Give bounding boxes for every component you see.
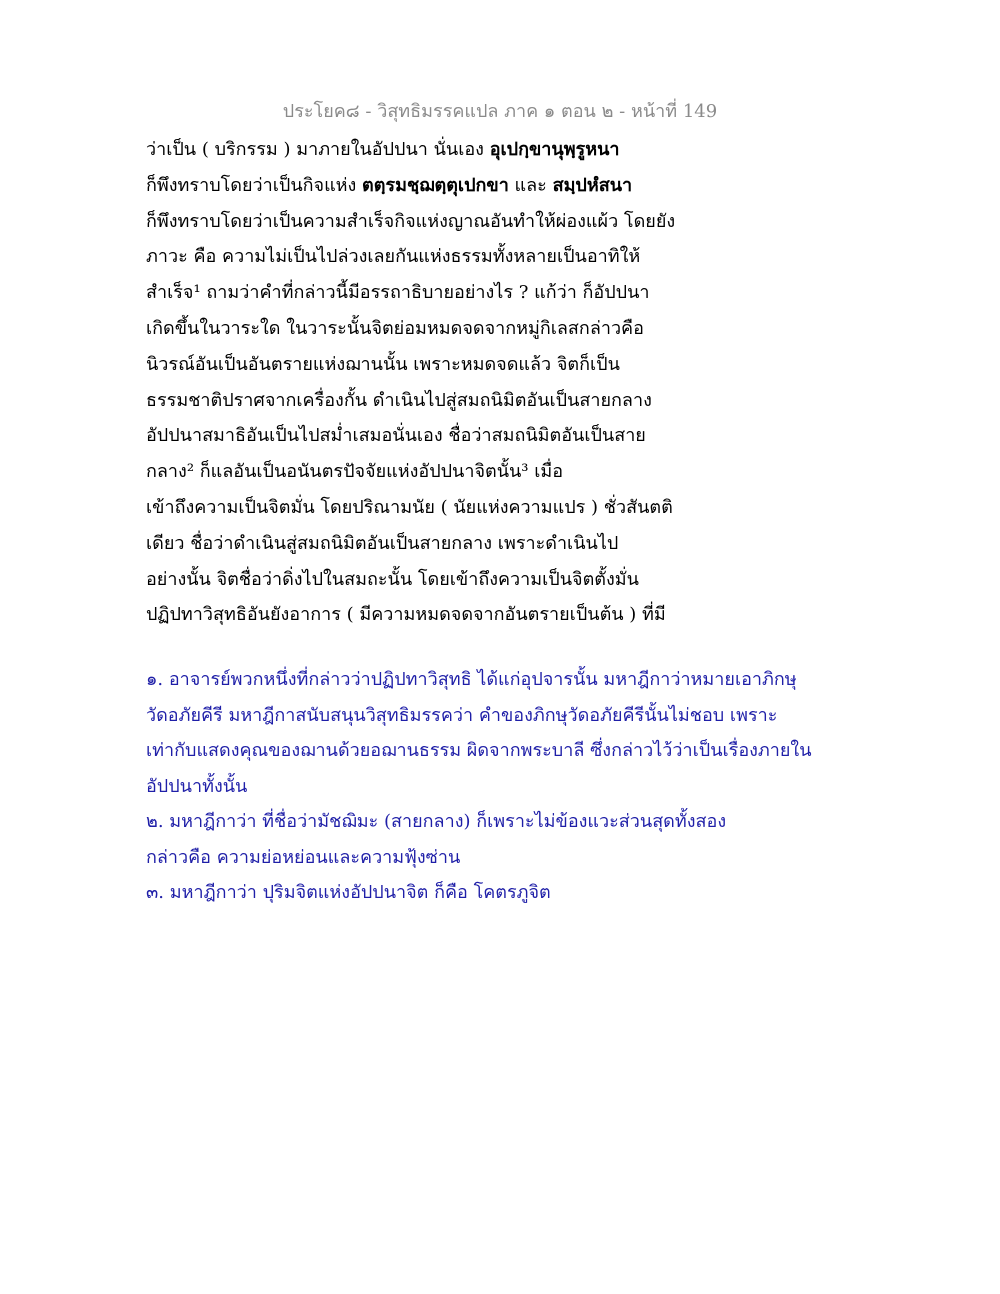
bold-term: ตตฺรมชฺฌตฺตุเปกขา	[362, 174, 509, 196]
text-line-1: ว่าเป็น ( บริกรรม ) มาภายในอัปปนา นั่นเอง อุเปกฺขานุพฺรูหนา	[146, 139, 620, 160]
text-line-5: สำเร็จ¹ ถามว่าคำที่กล่าวนี้มีอรรถาธิบายอย่างไร ? แก้ว่า ก็อัปปนา	[146, 282, 650, 304]
text-line-10: กลาง² ก็แลอันเป็นอนันตรปัจจัยแห่งอัปปนาจิตนั้น³ เมื่อ	[146, 461, 564, 483]
bold-term: สมฺปหํสนา	[552, 174, 633, 196]
text-line-7: นิวรณ์อันเป็นอันตรายแห่งฌานนั้น เพราะหมดจดแล้ว จิตก็เป็น	[146, 353, 620, 375]
text-line-12: เดียว ชื่อว่าดำเนินสู่สมถนิมิตอันเป็นสายกลาง เพราะดำเนินไป	[146, 532, 619, 554]
footnote-line: วัดอภัยคีรี มหาฎีกาสนับสนุนวิสุทธิมรรคว่า คำของภิกษุวัดอภัยคีรีนั้นไม่ชอบ เพราะ	[146, 704, 778, 726]
text-line-9: อัปปนาสมาธิอันเป็นไปสม่ำเสมอนั่นเอง ชื่อว่าสมถนิมิตอันเป็นสาย	[146, 425, 646, 447]
main-text	[146, 132, 906, 633]
text-line-6: เกิดขึ้นในวาระใด ในวาระนั้นจิตย่อมหมดจดจากหมู่กิเลสกล่าวคือ	[146, 317, 644, 339]
footnote-line: ๑. อาจารย์พวกหนึ่งที่กล่าวว่าปฏิปทาวิสุทธิ ได้แก่อุปจารนั้น มหาฎีกาว่าหมายเอาภิกษุ	[146, 669, 797, 690]
footnote-line: เท่ากับแสดงคุณของฌานด้วยอฌานธรรม ผิดจากพระบาลี ซึ่งกล่าวไว้ว่าเป็นเรื่องภายใน	[146, 740, 812, 761]
footnote-line: อัปปนาทั้งนั้น	[146, 775, 248, 797]
footnote-line: กล่าวคือ ความย่อหย่อนและความฟุ้งซ่าน	[146, 846, 461, 868]
text-line-13: อย่างนั้น จิตชื่อว่าดิ่งไปในสมถะนั้น โดยเข้าถึงความเป็นจิตตั้งมั่น	[146, 568, 639, 590]
footnotes	[146, 662, 906, 911]
footnote-line: ๓. มหาฎีกาว่า ปุริมจิตแห่งอัปปนาจิต ก็คือ โคตรภูจิต	[146, 882, 551, 903]
text-line-14: ปฏิปทาวิสุทธิอันยังอาการ ( มีความหมดจดจากอันตรายเป็นต้น ) ที่มี	[146, 604, 666, 626]
bold-term: อุเปกฺขานุพฺรูหนา	[489, 139, 620, 160]
footnote-line: ๒. มหาฎีกาว่า ที่ชื่อว่ามัชฌิมะ (สายกลาง) ก็เพราะไม่ข้องแวะส่วนสุดทั้งสอง	[146, 811, 727, 832]
text-line-8: ธรรมชาติปราศจากเครื่องกั้น ดำเนินไปสู่สมถนิมิตอันเป็นสายกลาง	[146, 389, 652, 411]
text-line-4: ภาวะ คือ ความไม่เป็นไปล่วงเลยกันแห่งธรรมทั้งหลายเป็นอาทิให้	[146, 246, 641, 268]
text-line-3: ก็พึงทราบโดยว่าเป็นความสำเร็จกิจแห่งญาณอันทำให้ผ่องแผ้ว โดยยัง	[146, 210, 676, 232]
text-line-2: ก็พึงทราบโดยว่าเป็นกิจแห่ง ตตฺรมชฺฌตฺตุเปกขา และ สมฺปหํสนา	[146, 174, 633, 196]
page-header: ประโยค๘ - วิสุทธิมรรคแปล ภาค ๑ ตอน ๒ - หน้าที่ 149	[282, 101, 718, 122]
text-line-11: เข้าถึงความเป็นจิตมั่น โดยปริณามนัย ( นัยแห่งความแปร ) ชั่วสันตติ	[146, 496, 673, 518]
